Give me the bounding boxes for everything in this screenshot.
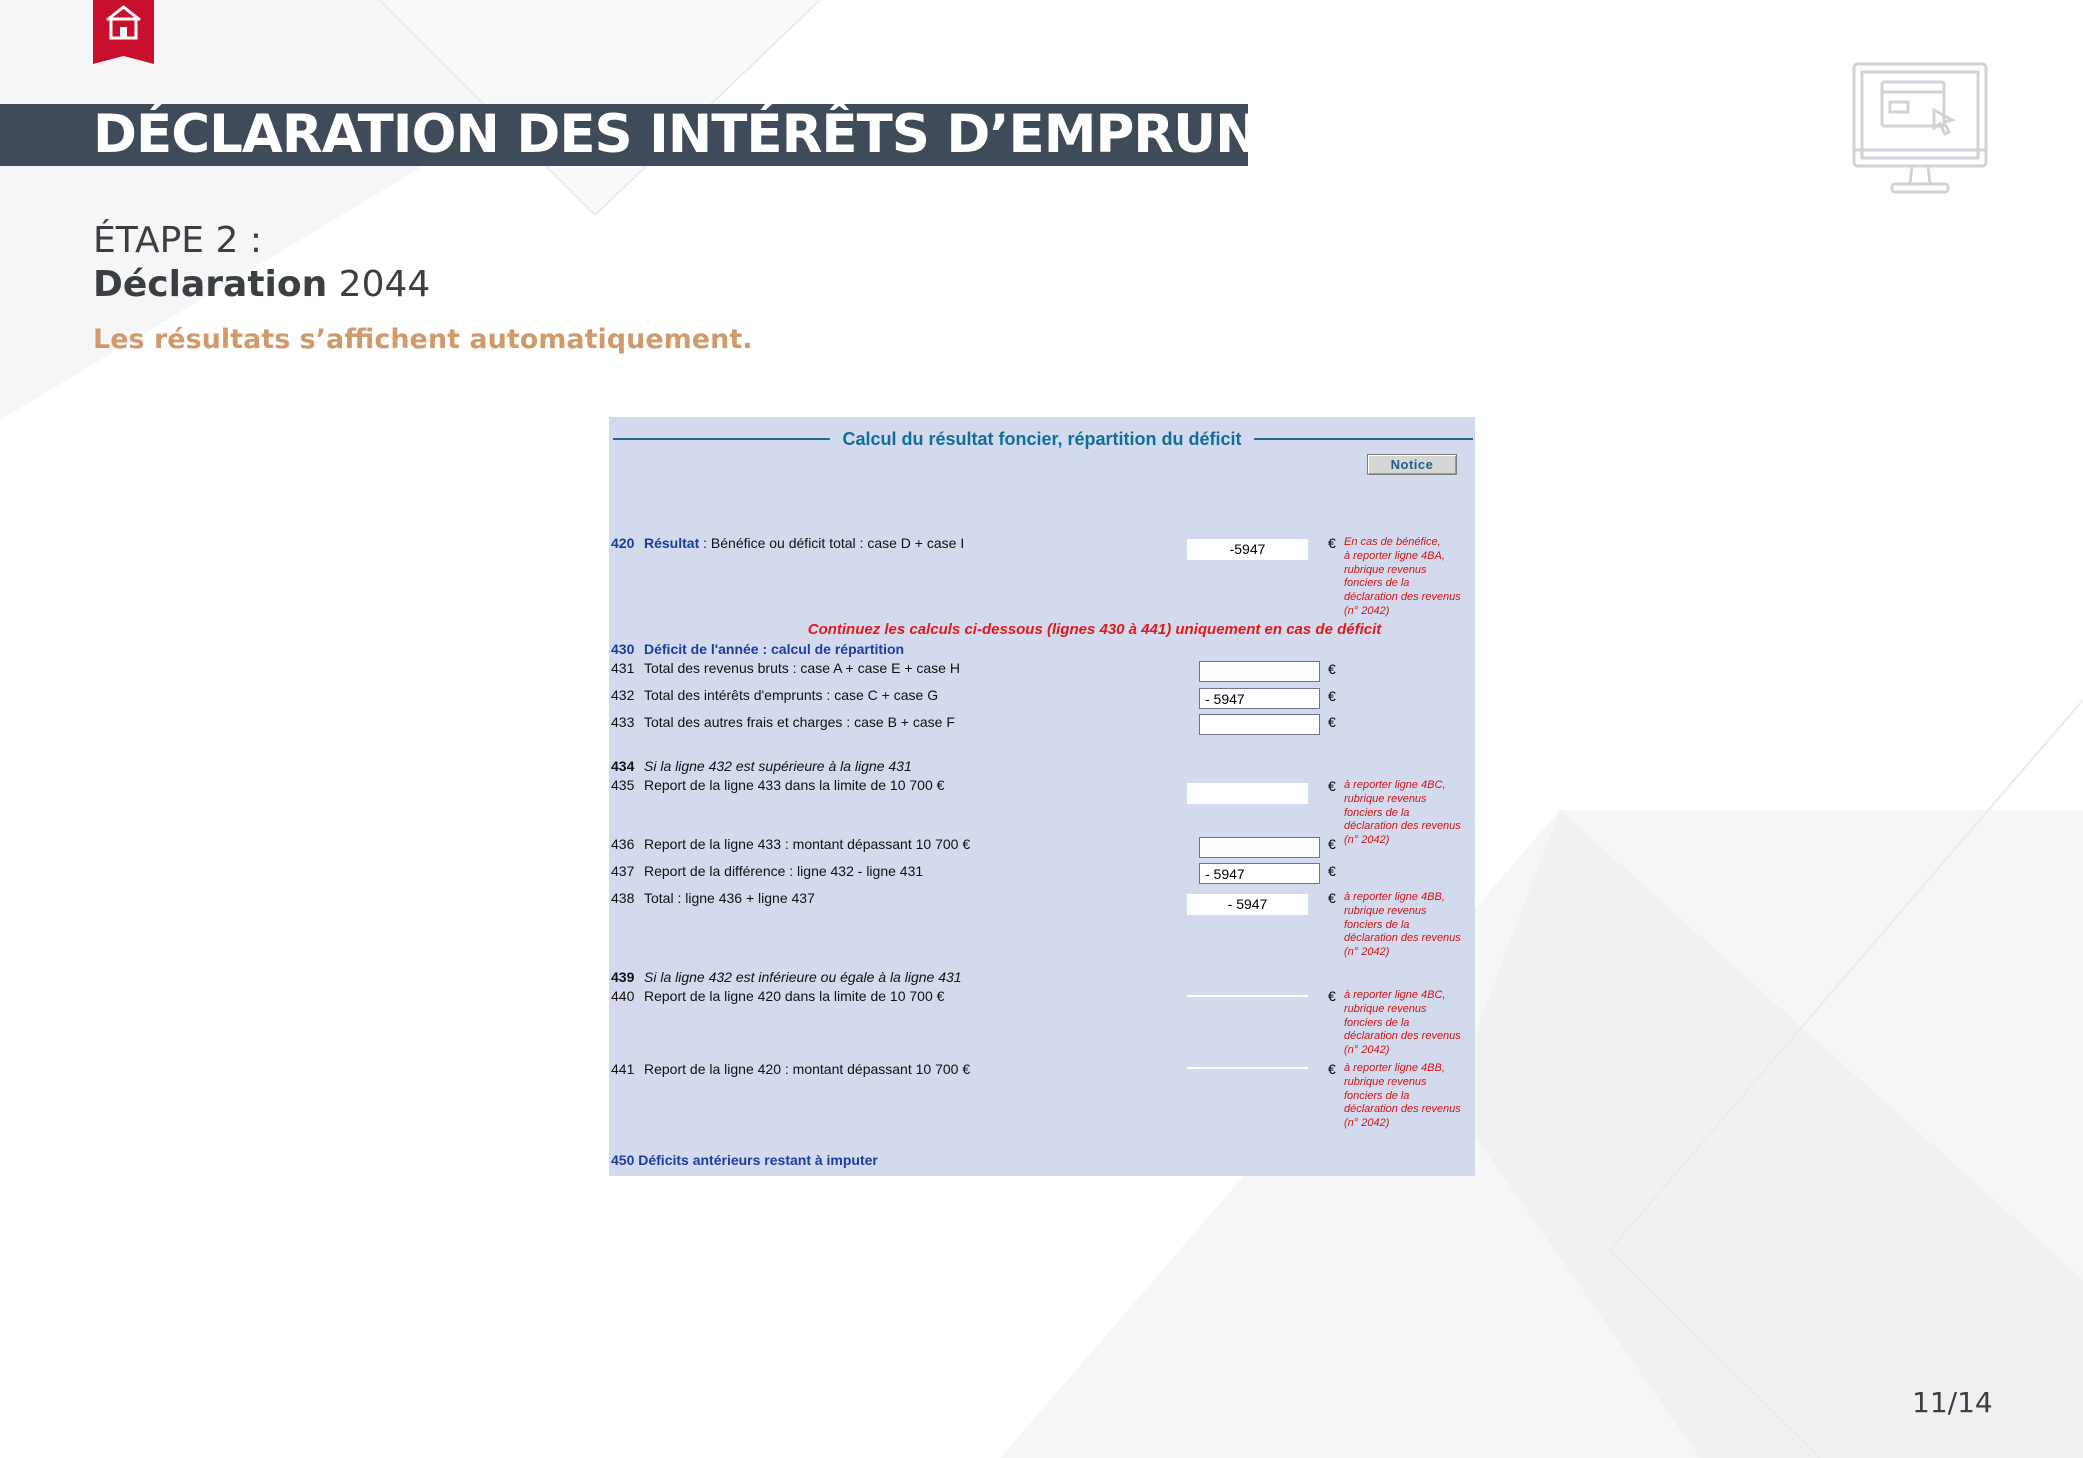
row-436-num: 436 [611,836,635,852]
row-437 [611,863,923,879]
euro-440: € [1328,988,1336,1004]
row-438 [611,890,815,906]
row-432-label: Total des intérêts d'emprunts : case C + case G [644,687,939,703]
field-420[interactable]: -5947 [1187,539,1308,560]
row-433-label: Total des autres frais et charges : case B + case F [644,714,955,730]
row-435-label: Report de la ligne 433 dans la limite de 10 700 € [644,777,945,793]
row-435-num: 435 [611,777,635,793]
field-437[interactable]: - 5947 [1199,863,1320,884]
row-441-num: 441 [611,1061,635,1077]
row-436 [611,836,970,852]
field-441[interactable] [1187,1067,1308,1069]
row-431-label: Total des revenus bruts : case A + case E + case H [644,660,960,676]
row-439-num: 439 [611,969,635,985]
row-420-num: 420 [611,535,635,551]
row-420-label: : Bénéfice ou déficit total : case D + case I [699,535,965,551]
euro-432: € [1328,688,1336,704]
row-432 [611,687,938,703]
row-430 [611,641,904,657]
note-420: En cas de bénéfice, à reporter ligne 4BA, rubrique revenus fonciers de la déclaration des revenus (n° 2042) [1344,536,1461,617]
field-436[interactable] [1199,837,1320,858]
page-title: DÉCLARATION DES INTÉRÊTS D’EMPRUNT [93,104,1294,165]
field-431[interactable] [1199,661,1320,682]
euro-438: € [1328,890,1336,906]
note-438: à reporter ligne 4BB, rubrique revenus fonciers de la déclaration des revenus (n° 2042) [1344,891,1461,959]
row-436-label: Report de la ligne 433 : montant dépassant 10 700 € [644,836,971,852]
row-431 [611,660,960,676]
row-438-num: 438 [611,890,635,906]
page-number: 11/14 [1912,1386,1993,1419]
row-420-label-bold: Résultat [644,535,700,551]
declaration-heading-bold: Déclaration [93,264,328,305]
field-440[interactable] [1187,995,1308,997]
deficit-warning: Continuez les calculs ci-dessous (lignes 430 à 441) uniquement en cas de déficit [807,621,1382,638]
row-435 [611,777,944,793]
euro-435: € [1328,778,1336,794]
form-title [609,429,1475,450]
row-439 [611,969,962,985]
pinel-logo [93,0,154,64]
euro-431: € [1328,661,1336,677]
row-437-num: 437 [611,863,635,879]
row-433-num: 433 [611,714,635,730]
row-420 [611,535,964,551]
row-434 [611,758,912,774]
euro-437: € [1328,863,1336,879]
row-441-label: Report de la ligne 420 : montant dépassant 10 700 € [644,1061,971,1077]
euro-436: € [1328,836,1336,852]
row-434-num: 434 [611,758,635,774]
row-430-num: 430 [611,641,635,657]
note-440: à reporter ligne 4BC, rubrique revenus fonciers de la déclaration des revenus (n° 2042) [1344,989,1461,1057]
row-432-num: 432 [611,687,635,703]
notice-button[interactable]: Notice [1367,454,1457,475]
note-435: à reporter ligne 4BC, rubrique revenus fonciers de la déclaration des revenus (n° 2042) [1344,779,1461,847]
step-label: ÉTAPE 2 : [93,220,262,261]
declaration-heading [93,264,430,305]
field-438[interactable]: - 5947 [1187,894,1308,915]
auto-results-note: Les résultats s’affichent automatiquement. [93,324,753,355]
row-434-label: Si la ligne 432 est supérieure à la ligne 431 [644,758,912,774]
row-438-label: Total : ligne 436 + ligne 437 [644,890,815,906]
tax-form-screenshot [609,417,1475,1176]
row-440 [611,988,944,1004]
note-441: à reporter ligne 4BB, rubrique revenus fonciers de la déclaration des revenus (n° 2042) [1344,1062,1461,1130]
form-title-text: Calcul du résultat foncier, répartition du déficit [830,429,1253,449]
field-432[interactable]: - 5947 [1199,688,1320,709]
euro-433: € [1328,714,1336,730]
row-450: 450 Déficits antérieurs restant à imputer [611,1152,878,1168]
monitor-icon [1852,62,1988,196]
row-433 [611,714,955,730]
field-433[interactable] [1199,714,1320,735]
row-440-num: 440 [611,988,635,1004]
row-437-label: Report de la différence : ligne 432 - ligne 431 [644,863,924,879]
row-439-label: Si la ligne 432 est inférieure ou égale à la ligne 431 [644,969,962,985]
row-440-label: Report de la ligne 420 dans la limite de 10 700 € [644,988,945,1004]
euro-441: € [1328,1061,1336,1077]
row-430-label: Déficit de l'année : calcul de répartition [644,641,905,657]
field-435[interactable] [1187,783,1308,804]
declaration-heading-rest: 2044 [327,264,431,305]
euro-420: € [1328,535,1336,551]
row-441 [611,1061,970,1077]
row-431-num: 431 [611,660,635,676]
